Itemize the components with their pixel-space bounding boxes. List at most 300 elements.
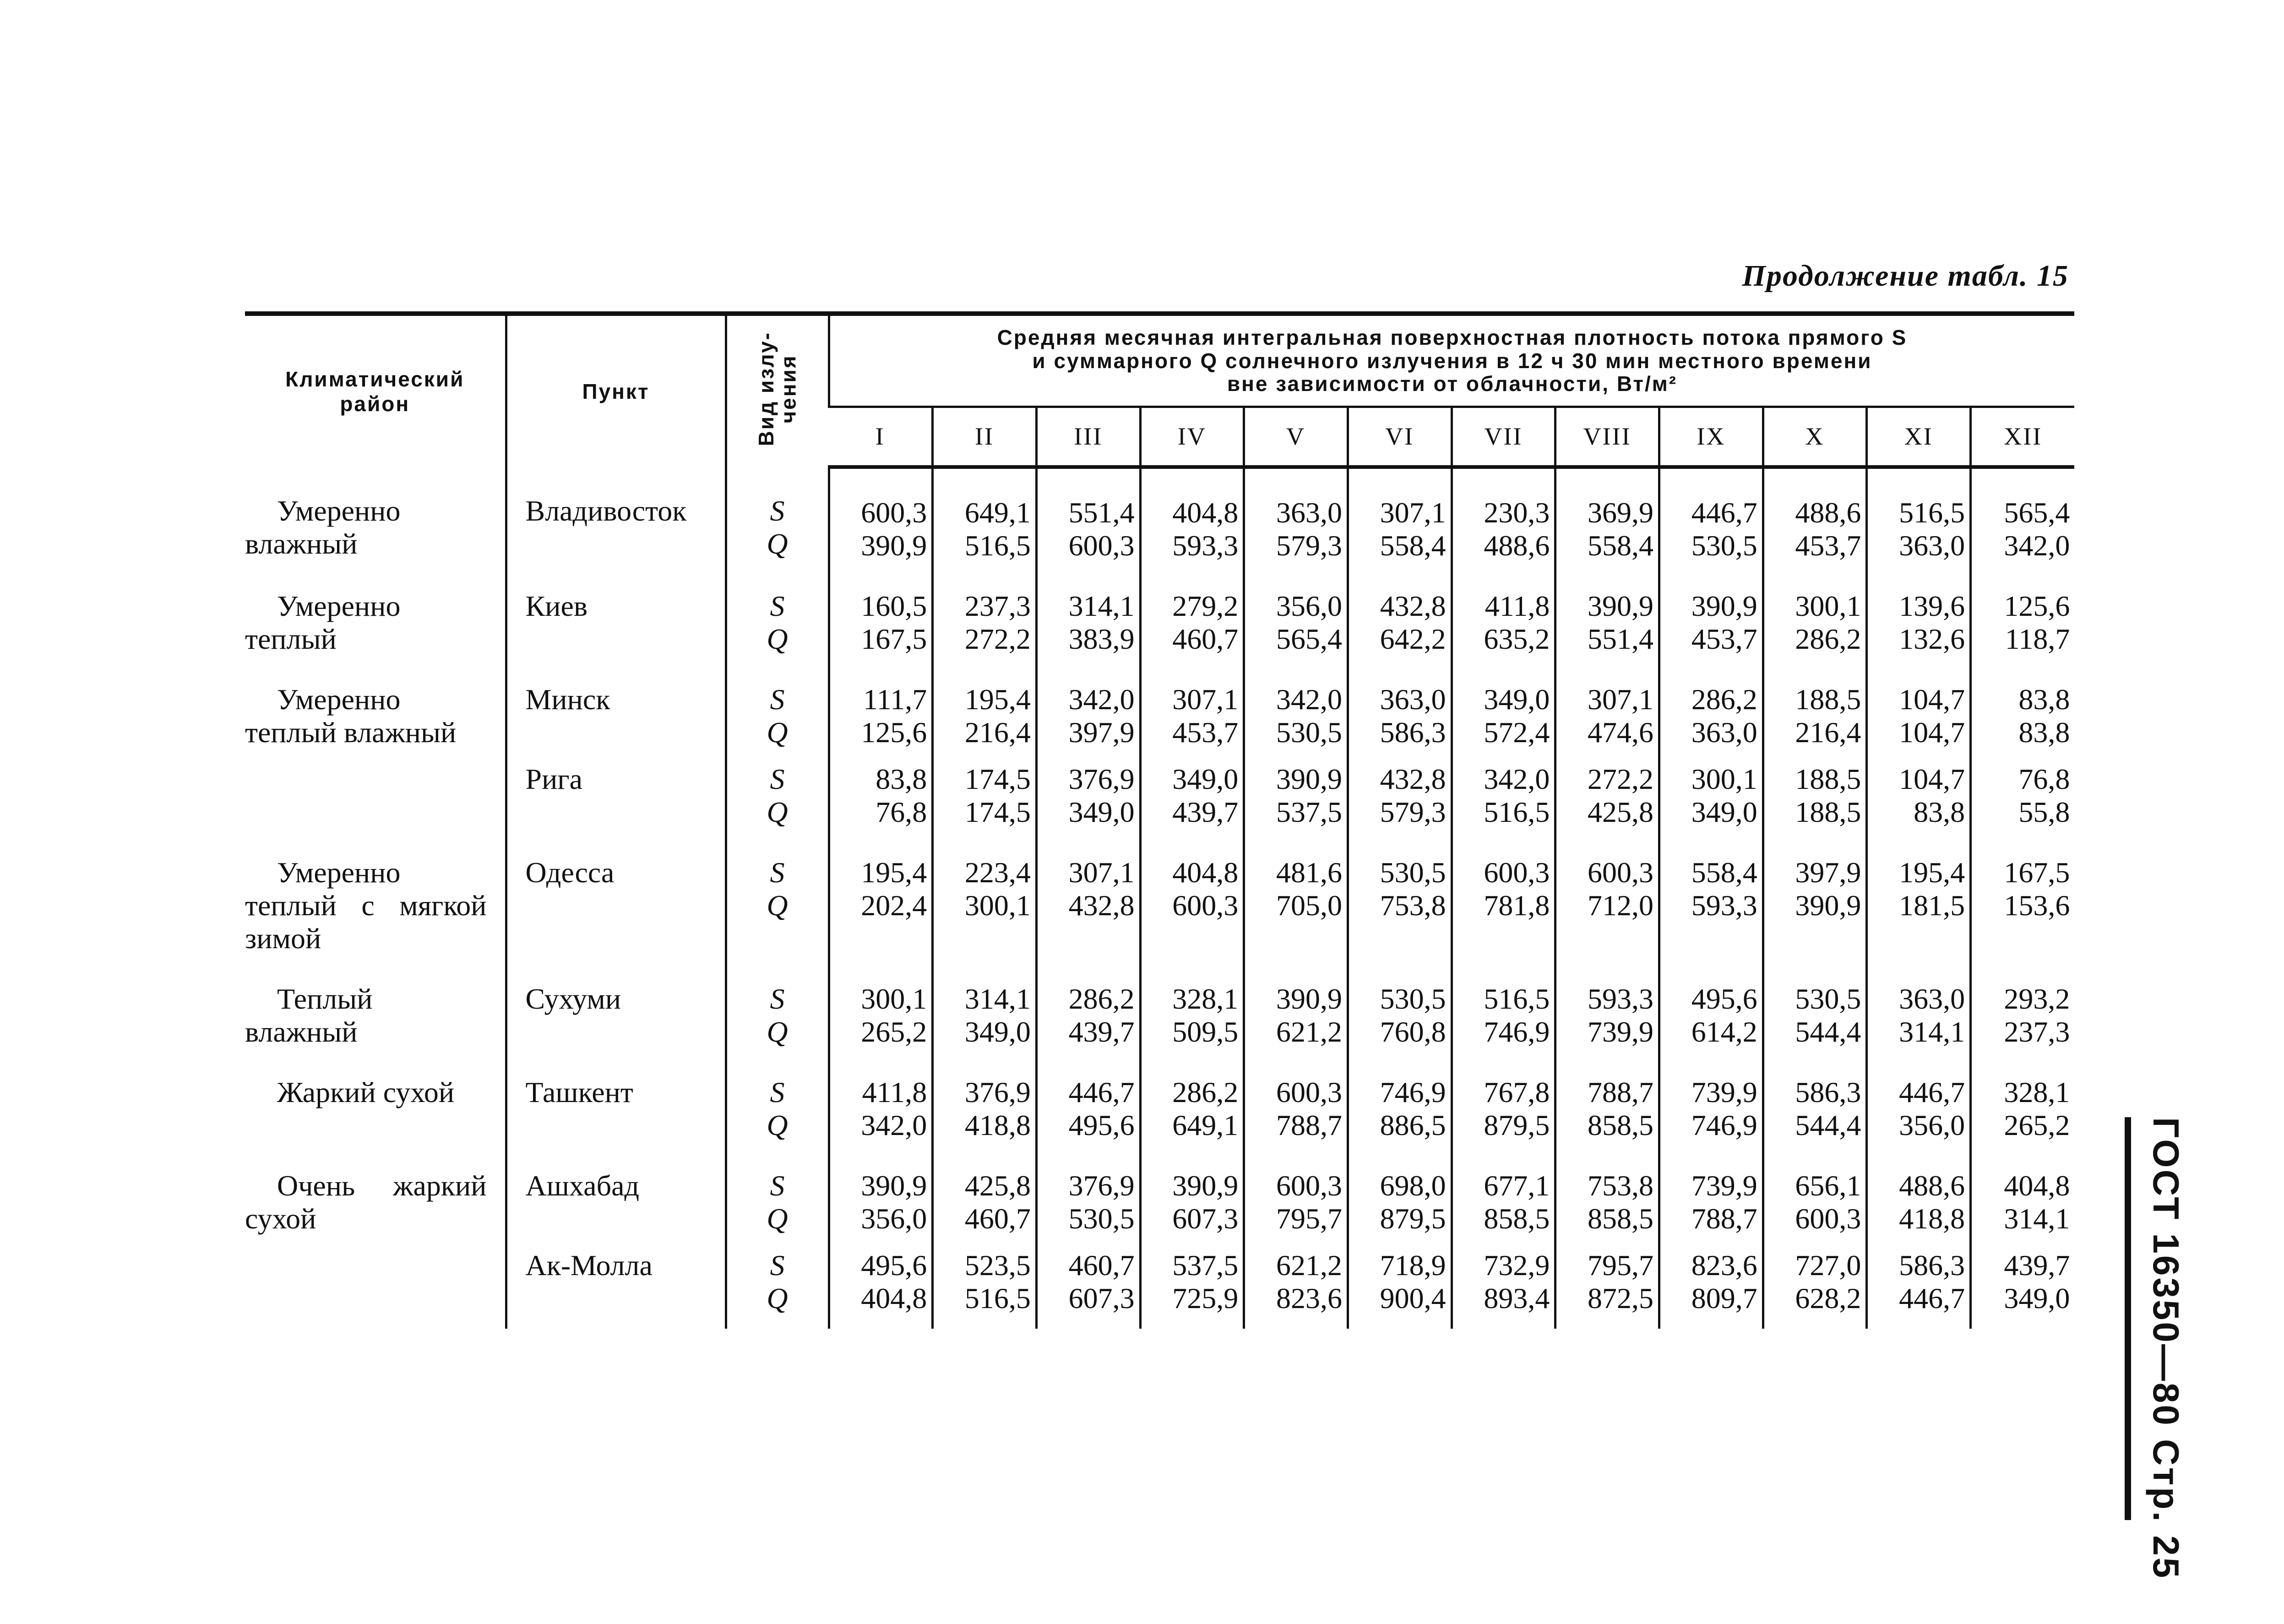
radiation-type-q: Q xyxy=(767,889,788,922)
cell-month-values xyxy=(1452,749,1555,829)
cell-month-values xyxy=(1659,1142,1763,1235)
header-month: IX xyxy=(1659,407,1763,467)
value-s: 411,8 xyxy=(1485,590,1550,622)
value-s: 195,4 xyxy=(1899,856,1965,889)
value-q: 349,0 xyxy=(1068,796,1135,828)
cell-month-values xyxy=(1971,829,2075,955)
value-s: 446,7 xyxy=(1899,1076,1965,1108)
cell-month-values xyxy=(1244,749,1348,829)
cell-month-values xyxy=(1036,955,1140,1048)
value-q: 460,7 xyxy=(964,1202,1031,1235)
value-s: 363,0 xyxy=(1276,496,1342,529)
value-s: 188,5 xyxy=(1795,763,1861,795)
table-row xyxy=(245,1142,2074,1235)
cell-month-values xyxy=(1867,562,1971,656)
value-s: 307,1 xyxy=(1068,856,1135,889)
value-q: 600,3 xyxy=(1068,529,1135,562)
radiation-type-q: Q xyxy=(767,1109,788,1141)
value-s: 516,5 xyxy=(1484,983,1550,1015)
cell-month-values xyxy=(1867,955,1971,1048)
cell-month-values xyxy=(1867,656,1971,749)
cell-month-values xyxy=(1555,1142,1659,1235)
value-q: 858,5 xyxy=(1588,1202,1653,1235)
value-q: 530,5 xyxy=(1068,1202,1135,1235)
value-q: 600,3 xyxy=(1795,1202,1861,1235)
cell-month-values xyxy=(1348,1048,1452,1142)
value-s: 363,0 xyxy=(1899,983,1965,1015)
value-s: 286,2 xyxy=(1172,1076,1239,1108)
value-s: 314,1 xyxy=(964,983,1031,1015)
value-q: 879,5 xyxy=(1484,1109,1550,1141)
value-s: 167,5 xyxy=(2004,856,2070,889)
value-s: 272,2 xyxy=(1588,763,1653,795)
value-q: 349,0 xyxy=(1691,796,1757,828)
value-q: 579,3 xyxy=(1276,529,1342,562)
value-q: 544,4 xyxy=(1795,1109,1861,1141)
value-s: 390,9 xyxy=(1172,1169,1239,1202)
cell-month-values xyxy=(829,656,933,749)
value-q: 153,6 xyxy=(2004,889,2070,922)
value-s: 439,7 xyxy=(2004,1249,2070,1282)
value-q: 453,7 xyxy=(1795,529,1861,562)
value-q: 286,2 xyxy=(1795,623,1861,655)
cell-month-values xyxy=(829,829,933,955)
value-q: 425,8 xyxy=(1588,796,1653,828)
value-q: 174,5 xyxy=(964,796,1031,828)
cell-month-values xyxy=(1140,749,1244,829)
value-s: 488,6 xyxy=(1899,1169,1965,1202)
cell-month-values xyxy=(829,955,933,1048)
cell-month-values xyxy=(1036,562,1140,656)
value-q: 858,5 xyxy=(1484,1202,1550,1235)
header-month: VI xyxy=(1348,407,1452,467)
value-q: 739,9 xyxy=(1588,1016,1653,1048)
value-s: 404,8 xyxy=(1172,496,1239,529)
value-s: 174,5 xyxy=(964,763,1031,795)
value-q: 349,0 xyxy=(964,1016,1031,1048)
cell-month-values xyxy=(933,562,1037,656)
value-s: 649,1 xyxy=(964,496,1031,529)
value-q: 446,7 xyxy=(1899,1282,1965,1314)
value-s: 390,9 xyxy=(1276,763,1342,795)
value-q: 265,2 xyxy=(2004,1109,2070,1141)
gost-page-label: ГОСТ 16350—80 Стр. 25 xyxy=(2146,1117,2186,1580)
cell-month-values xyxy=(1867,1048,1971,1142)
cell-month-values xyxy=(1452,656,1555,749)
value-q: 530,5 xyxy=(1276,716,1342,749)
value-q: 474,6 xyxy=(1588,716,1653,749)
value-q: 705,0 xyxy=(1276,889,1342,922)
value-s: 300,1 xyxy=(861,983,927,1015)
cell-month-values xyxy=(1140,955,1244,1048)
header-month: I xyxy=(829,407,933,467)
value-s: 746,9 xyxy=(1380,1076,1446,1108)
cell-climatic-region xyxy=(245,749,506,829)
value-q: 781,8 xyxy=(1484,889,1550,922)
cell-month-values xyxy=(1036,467,1140,562)
cell-month-values xyxy=(829,562,933,656)
cell-month-values xyxy=(1659,749,1763,829)
value-q: 872,5 xyxy=(1588,1282,1653,1314)
cell-month-values xyxy=(1971,656,2075,749)
value-q: 404,8 xyxy=(861,1282,927,1314)
radiation-type-q: Q xyxy=(767,1282,788,1314)
cell-month-values xyxy=(1555,749,1659,829)
value-s: 307,1 xyxy=(1588,683,1653,716)
value-s: 600,3 xyxy=(1276,1169,1342,1202)
value-q: 516,5 xyxy=(964,529,1031,562)
value-s: 795,7 xyxy=(1588,1249,1653,1282)
value-s: 565,4 xyxy=(2004,496,2070,529)
cell-month-values xyxy=(1971,955,2075,1048)
value-q: 600,3 xyxy=(1172,889,1239,922)
cell-month-values xyxy=(1763,467,1867,562)
value-q: 530,5 xyxy=(1691,529,1757,562)
value-s: 600,3 xyxy=(861,496,927,529)
value-q: 649,1 xyxy=(1172,1109,1239,1141)
value-s: 369,9 xyxy=(1588,496,1653,529)
value-s: 753,8 xyxy=(1588,1169,1653,1202)
value-s: 397,9 xyxy=(1795,856,1861,889)
value-q: 390,9 xyxy=(1795,889,1861,922)
cell-month-values xyxy=(1348,1235,1452,1329)
value-s: 307,1 xyxy=(1172,683,1239,716)
value-q: 593,3 xyxy=(1172,529,1239,562)
cell-month-values xyxy=(933,656,1037,749)
value-s: 788,7 xyxy=(1588,1076,1653,1108)
value-q: 55,8 xyxy=(2018,796,2070,828)
cell-month-values xyxy=(829,1235,933,1329)
cell-location: Ташкент xyxy=(506,1048,726,1142)
cell-month-values xyxy=(1140,1048,1244,1142)
cell-month-values xyxy=(1036,749,1140,829)
cell-month-values xyxy=(1036,656,1140,749)
value-q: 544,4 xyxy=(1795,1016,1861,1048)
value-s: 446,7 xyxy=(1068,1076,1135,1108)
cell-radiation-type xyxy=(726,656,829,749)
cell-climatic-region: Умеренно теплый xyxy=(245,590,401,655)
cell-radiation-type xyxy=(726,467,829,562)
table-continuation-caption: Продолжение табл. 15 xyxy=(1742,259,2069,293)
value-q: 432,8 xyxy=(1068,889,1135,922)
value-q: 397,9 xyxy=(1068,716,1135,749)
value-q: 614,2 xyxy=(1691,1016,1757,1048)
cell-month-values xyxy=(933,1048,1037,1142)
value-s: 390,9 xyxy=(1588,590,1653,622)
cell-radiation-type xyxy=(726,955,829,1048)
cell-month-values xyxy=(1555,1048,1659,1142)
radiation-type-s: S xyxy=(770,494,785,527)
value-q: 418,8 xyxy=(1899,1202,1965,1235)
cell-month-values xyxy=(1452,467,1555,562)
value-q: 202,4 xyxy=(861,889,927,922)
cell-month-values xyxy=(1555,1235,1659,1329)
value-q: 788,7 xyxy=(1691,1202,1757,1235)
cell-month-values xyxy=(829,749,933,829)
value-s: 600,3 xyxy=(1588,856,1653,889)
value-q: 516,5 xyxy=(964,1282,1031,1314)
cell-radiation-type xyxy=(726,1235,829,1329)
cell-month-values xyxy=(1971,749,2075,829)
value-q: 265,2 xyxy=(861,1016,927,1048)
table-row xyxy=(245,1048,2074,1142)
header-month: VIII xyxy=(1555,407,1659,467)
value-s: 160,5 xyxy=(861,590,927,622)
cell-month-values xyxy=(933,1142,1037,1235)
value-q: 628,2 xyxy=(1795,1282,1861,1314)
value-q: 551,4 xyxy=(1588,623,1653,655)
value-q: 809,7 xyxy=(1691,1282,1757,1314)
value-q: 418,8 xyxy=(964,1109,1031,1141)
value-s: 195,4 xyxy=(964,683,1031,716)
value-q: 216,4 xyxy=(964,716,1031,749)
cell-month-values xyxy=(1348,1142,1452,1235)
value-s: 286,2 xyxy=(1068,983,1135,1015)
cell-month-values xyxy=(1659,562,1763,656)
value-s: 328,1 xyxy=(2004,1076,2070,1108)
value-q: 642,2 xyxy=(1380,623,1446,655)
value-q: 788,7 xyxy=(1276,1109,1342,1141)
cell-month-values xyxy=(1555,656,1659,749)
cell-month-values xyxy=(1140,656,1244,749)
radiation-type-s: S xyxy=(770,763,785,795)
cell-month-values xyxy=(1659,829,1763,955)
value-s: 139,6 xyxy=(1899,590,1965,622)
cell-climatic-region: Умеренно влажный xyxy=(245,494,401,560)
value-s: 656,1 xyxy=(1795,1169,1861,1202)
header-month: VII xyxy=(1452,407,1555,467)
value-q: 607,3 xyxy=(1068,1282,1135,1314)
value-q: 383,9 xyxy=(1068,623,1135,655)
value-s: 237,3 xyxy=(964,590,1031,622)
table-row xyxy=(245,955,2074,1048)
value-s: 188,5 xyxy=(1795,683,1861,716)
value-q: 83,8 xyxy=(1914,796,1965,828)
cell-month-values xyxy=(1555,467,1659,562)
value-s: 600,3 xyxy=(1276,1076,1342,1108)
cell-month-values xyxy=(1659,1048,1763,1142)
cell-month-values xyxy=(1763,829,1867,955)
value-q: 83,8 xyxy=(2018,716,2070,749)
cell-month-values xyxy=(1244,829,1348,955)
cell-month-values xyxy=(1036,1235,1140,1329)
value-s: 739,9 xyxy=(1691,1169,1757,1202)
value-s: 342,0 xyxy=(1068,683,1135,716)
value-q: 900,4 xyxy=(1380,1282,1446,1314)
value-q: 300,1 xyxy=(964,889,1031,922)
value-s: 223,4 xyxy=(964,856,1031,889)
value-s: 432,8 xyxy=(1380,590,1446,622)
radiation-type-q: Q xyxy=(767,527,788,560)
value-q: 118,7 xyxy=(2005,623,2070,655)
value-s: 677,1 xyxy=(1484,1169,1550,1202)
cell-month-values xyxy=(1036,1142,1140,1235)
value-q: 516,5 xyxy=(1484,796,1550,828)
cell-month-values xyxy=(1452,1048,1555,1142)
value-q: 342,0 xyxy=(2004,529,2070,562)
cell-month-values xyxy=(1036,829,1140,955)
value-s: 83,8 xyxy=(2018,683,2070,716)
cell-month-values xyxy=(1971,467,2075,562)
cell-month-values xyxy=(1971,1142,2075,1235)
value-q: 607,3 xyxy=(1172,1202,1239,1235)
header-location xyxy=(506,314,726,467)
value-s: 342,0 xyxy=(1276,683,1342,716)
value-q: 314,1 xyxy=(2004,1202,2070,1235)
value-s: 404,8 xyxy=(2004,1169,2070,1202)
radiation-type-q: Q xyxy=(767,623,788,655)
cell-month-values xyxy=(1036,1048,1140,1142)
value-s: 390,9 xyxy=(1691,590,1757,622)
value-q: 216,4 xyxy=(1795,716,1861,749)
header-month: V xyxy=(1244,407,1348,467)
value-q: 746,9 xyxy=(1691,1109,1757,1141)
header-climatic-region-label: Климатический район xyxy=(285,367,465,416)
header-month: III xyxy=(1036,407,1140,467)
value-q: 579,3 xyxy=(1380,796,1446,828)
value-s: 83,8 xyxy=(876,763,927,795)
value-q: 132,6 xyxy=(1899,623,1965,655)
value-s: 551,4 xyxy=(1068,496,1135,529)
value-s: 349,0 xyxy=(1172,763,1239,795)
cell-climatic-region: Жаркий сухой xyxy=(277,1076,455,1108)
value-s: 328,1 xyxy=(1172,983,1239,1015)
header-radiation-type xyxy=(726,314,829,467)
value-s: 767,8 xyxy=(1484,1076,1550,1108)
cell-radiation-type xyxy=(726,562,829,656)
cell-month-values xyxy=(1659,656,1763,749)
cell-month-values xyxy=(1348,749,1452,829)
cell-month-values xyxy=(829,1048,933,1142)
cell-month-values xyxy=(1763,656,1867,749)
value-s: 125,6 xyxy=(2004,590,2070,622)
value-q: 439,7 xyxy=(1172,796,1239,828)
value-s: 342,0 xyxy=(1484,763,1550,795)
value-q: 886,5 xyxy=(1380,1109,1446,1141)
cell-month-values xyxy=(1244,467,1348,562)
value-s: 111,7 xyxy=(863,683,927,716)
value-q: 125,6 xyxy=(861,716,927,749)
value-s: 516,5 xyxy=(1899,496,1965,529)
value-s: 530,5 xyxy=(1795,983,1861,1015)
table-row xyxy=(245,562,2074,656)
cell-month-values xyxy=(1348,829,1452,955)
cell-month-values xyxy=(1971,1048,2075,1142)
value-q: 453,7 xyxy=(1172,716,1239,749)
cell-month-values xyxy=(1244,1235,1348,1329)
value-q: 356,0 xyxy=(1899,1109,1965,1141)
value-q: 712,0 xyxy=(1588,889,1653,922)
cell-month-values xyxy=(933,749,1037,829)
header-main-description: Средняя месячная интегральная поверхностная плотность потока прямого S и суммарного Q солнечного излучения в 12 ч 30 мин местного времени вне зависимости от облачности, Вт/м² xyxy=(829,314,2074,407)
value-s: 425,8 xyxy=(964,1169,1031,1202)
table-body xyxy=(245,467,2074,1329)
radiation-type-s: S xyxy=(770,1249,785,1282)
value-q: 746,9 xyxy=(1484,1016,1550,1048)
cell-month-values xyxy=(1140,562,1244,656)
radiation-type-q: Q xyxy=(767,796,788,828)
cell-month-values xyxy=(1140,467,1244,562)
cell-month-values xyxy=(1244,1048,1348,1142)
value-s: 300,1 xyxy=(1691,763,1757,795)
value-q: 342,0 xyxy=(861,1109,927,1141)
value-q: 76,8 xyxy=(876,796,927,828)
cell-month-values xyxy=(1452,562,1555,656)
solar-radiation-table xyxy=(245,311,2074,1329)
value-q: 363,0 xyxy=(1899,529,1965,562)
table-row xyxy=(245,1235,2074,1329)
value-s: 300,1 xyxy=(1795,590,1861,622)
value-s: 279,2 xyxy=(1172,590,1239,622)
cell-climatic-region: Умеренно теплый с мягкой зимой xyxy=(245,856,487,955)
cell-month-values xyxy=(1348,467,1452,562)
value-s: 586,3 xyxy=(1899,1249,1965,1282)
value-q: 760,8 xyxy=(1380,1016,1446,1048)
cell-month-values xyxy=(1867,1142,1971,1235)
cell-month-values xyxy=(1452,829,1555,955)
value-q: 823,6 xyxy=(1276,1282,1342,1314)
value-q: 363,0 xyxy=(1691,716,1757,749)
cell-month-values xyxy=(1763,1235,1867,1329)
cell-location: Рига xyxy=(506,749,726,829)
value-s: 586,3 xyxy=(1795,1076,1861,1108)
cell-month-values xyxy=(1452,1235,1555,1329)
value-s: 698,0 xyxy=(1380,1169,1446,1202)
cell-month-values xyxy=(1971,562,2075,656)
value-q: 272,2 xyxy=(964,623,1031,655)
value-s: 495,6 xyxy=(1691,983,1757,1015)
cell-month-values xyxy=(1348,562,1452,656)
value-s: 411,8 xyxy=(862,1076,927,1108)
value-q: 460,7 xyxy=(1172,623,1239,655)
value-q: 349,0 xyxy=(2004,1282,2070,1314)
value-s: 195,4 xyxy=(861,856,927,889)
cell-month-values xyxy=(1244,1142,1348,1235)
header-month: XII xyxy=(1971,407,2075,467)
header-month: IV xyxy=(1140,407,1244,467)
cell-month-values xyxy=(933,1235,1037,1329)
value-q: 188,5 xyxy=(1795,796,1861,828)
value-s: 718,9 xyxy=(1380,1249,1446,1282)
value-q: 453,7 xyxy=(1691,623,1757,655)
cell-month-values xyxy=(1140,1235,1244,1329)
value-s: 376,9 xyxy=(1068,763,1135,795)
value-s: 104,7 xyxy=(1899,683,1965,716)
value-s: 376,9 xyxy=(964,1076,1031,1108)
cell-month-values xyxy=(1348,955,1452,1048)
value-s: 600,3 xyxy=(1484,856,1550,889)
value-s: 593,3 xyxy=(1588,983,1653,1015)
value-s: 307,1 xyxy=(1380,496,1446,529)
value-s: 356,0 xyxy=(1276,590,1342,622)
value-q: 181,5 xyxy=(1899,889,1965,922)
cell-radiation-type xyxy=(726,749,829,829)
cell-location: Владивосток xyxy=(506,467,726,562)
header-location-label: Пункт xyxy=(582,380,650,403)
cell-month-values xyxy=(829,1142,933,1235)
table-row xyxy=(245,656,2074,749)
value-s: 523,5 xyxy=(964,1249,1031,1282)
cell-climatic-region: Теплый влажный xyxy=(245,983,373,1048)
value-q: 237,3 xyxy=(2004,1016,2070,1048)
cell-month-values xyxy=(1763,562,1867,656)
radiation-type-s: S xyxy=(770,1076,785,1108)
cell-month-values xyxy=(1659,1235,1763,1329)
value-s: 293,2 xyxy=(2004,983,2070,1015)
value-q: 537,5 xyxy=(1276,796,1342,828)
cell-month-values xyxy=(1867,1235,1971,1329)
cell-climatic-region xyxy=(245,1235,506,1329)
